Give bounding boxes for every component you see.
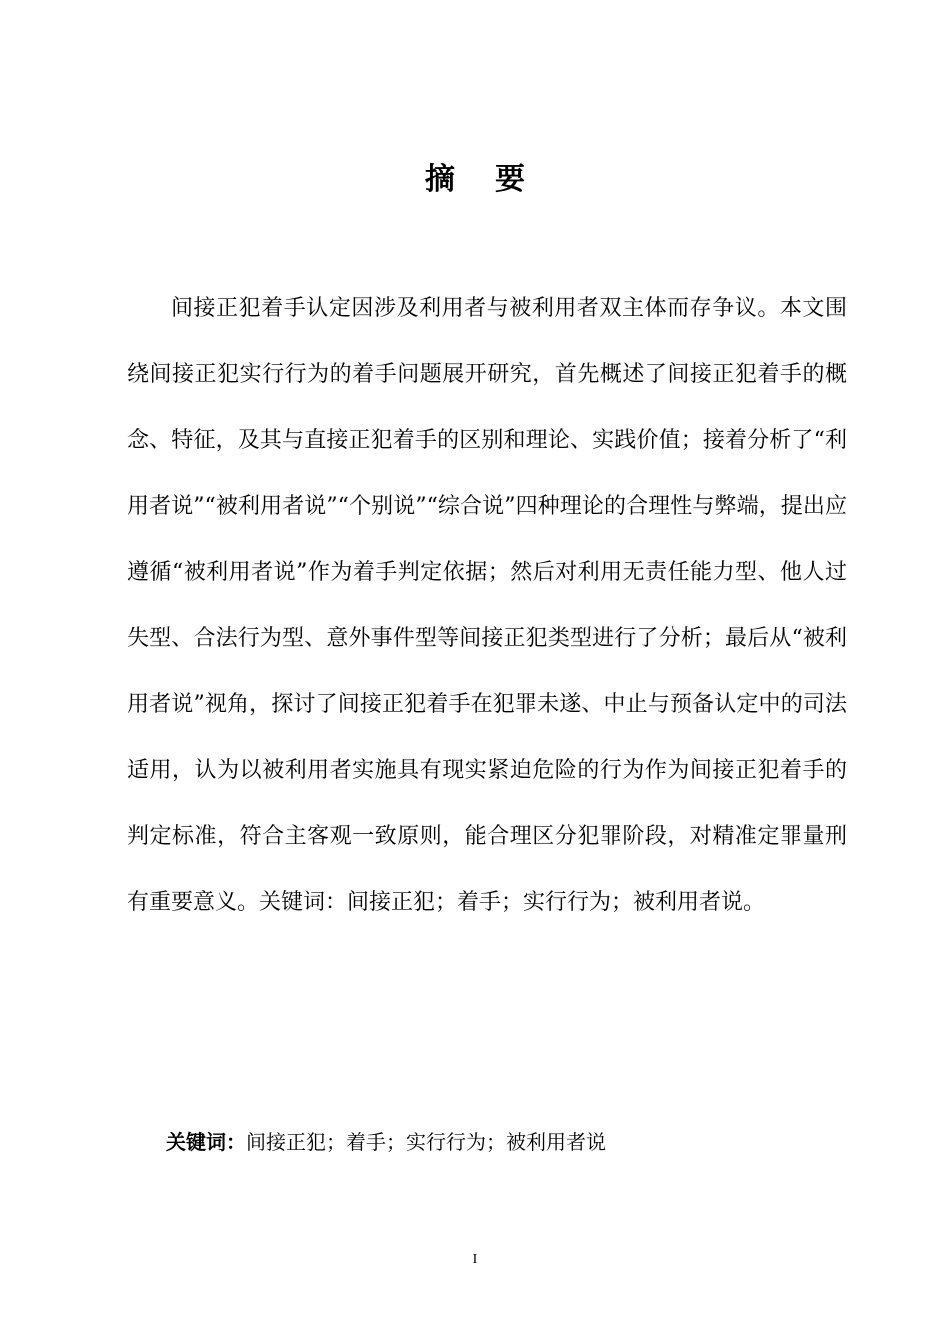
abstract-body: 间接正犯着手认定因涉及利用者与被利用者双主体而存争议。本文围绕间接正犯实行行为的着手问题展开研究，首先概述了间接正犯着手的概念、特征，及其与直接正犯着手的区别和理论、实践价值；接着分析了“利用者说”“被利用者说”“个别说”“综合说”四种理论的合理性与弊端，提出应遵循“被利用者说”作为着手判定依据；然后对利用无责任能力型、他人过失型、合法行为型、意外事件型等间接正犯类型进行了分析；最后从“被利用者说”视角，探讨了间接正犯着手在犯罪未遂、中止与预备认定中的司法适用，认为以被利用者实施具有现实紧迫危险的行为作为间接正犯着手的判定标准，符合主客观一致原则，能合理区分犯罪阶段，对精准定罪量刑有重要意义。关键词：间接正犯；着手；实行行为；被利用者说。 <box>127 296 847 915</box>
abstract-heading: 摘要 <box>425 162 565 197</box>
keywords-line <box>166 1124 846 1160</box>
keywords-list: 间接正犯；着手；实行行为；被利用者说 <box>246 1130 606 1154</box>
page-number: I <box>472 1252 478 1267</box>
keywords-label: 关键词： <box>166 1130 246 1154</box>
